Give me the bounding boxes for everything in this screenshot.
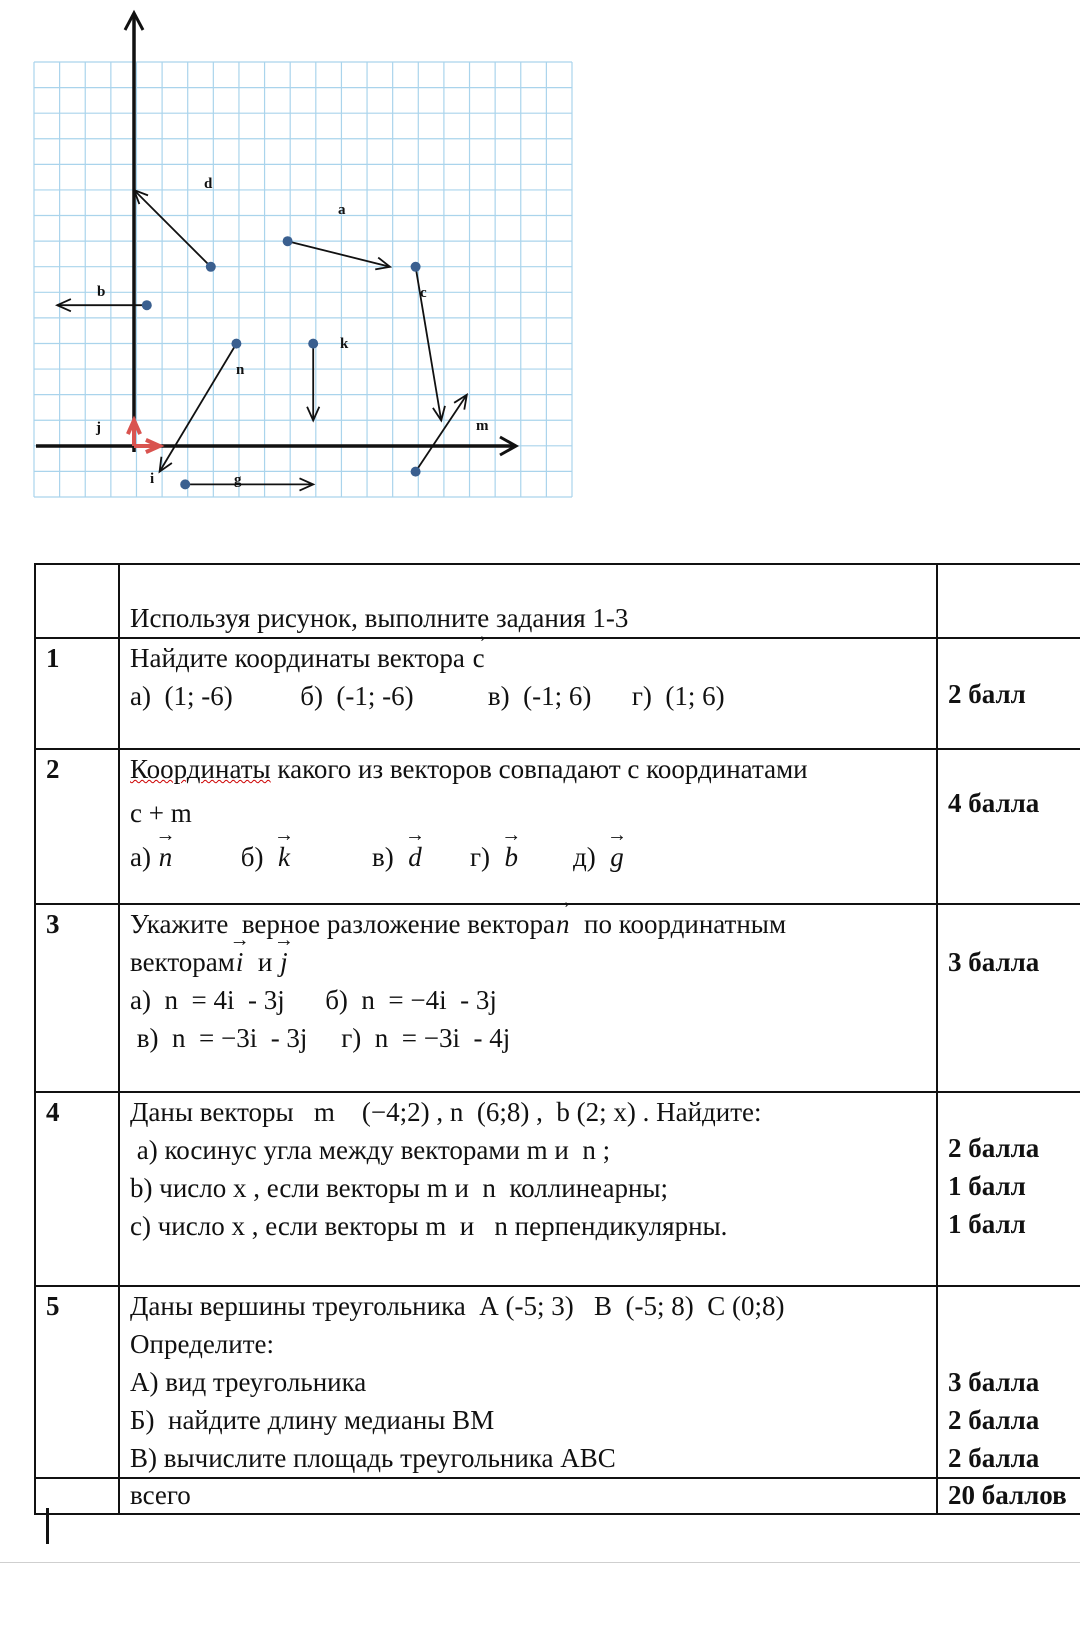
task-2-title-underlined: Координаты: [130, 754, 271, 784]
option-vector: → b: [504, 838, 520, 876]
vector-start-point: [142, 300, 152, 310]
points-value: 3 балла: [948, 1367, 1040, 1397]
vector-shaft: [160, 344, 237, 472]
task-number: 2: [35, 749, 119, 904]
task-number: 3: [35, 904, 119, 1092]
vector-start-point: [206, 262, 216, 272]
vector-label-k: k: [340, 336, 349, 352]
task-number: 5: [35, 1286, 119, 1478]
vector-label-a: a: [338, 202, 346, 218]
vector-start-point: [231, 339, 241, 349]
task-4-points-cell: [937, 1092, 1080, 1286]
vector-arrowhead: [160, 457, 172, 472]
task-5-line4: Б) найдите длину медианы ВМ: [130, 1405, 495, 1435]
task-5-line2: Определите:: [130, 1329, 275, 1359]
task-5-line1: Даны вершины треугольника А (-5; 3) В (-5; 8) С (0;8): [130, 1291, 785, 1321]
points-value: 2 балла: [948, 1133, 1040, 1163]
task-5-cell: [119, 1286, 937, 1478]
vector-j: [128, 420, 140, 446]
vector-j: → j: [279, 943, 289, 981]
option-label: б): [240, 842, 264, 872]
conjunction: и: [244, 947, 280, 977]
vector-start-point: [283, 236, 293, 246]
vector-label-m: m: [476, 418, 489, 434]
task-4-cell: [119, 1092, 937, 1286]
task-3-options-a: а) n = 4i - 3j б) n = −4i - 3j: [130, 985, 497, 1015]
vector-label-g: g: [234, 472, 242, 488]
table-row: [35, 1478, 1080, 1514]
vector-label-n: n: [236, 362, 245, 378]
vector-i: → i: [235, 943, 245, 981]
vector-c: → c: [472, 639, 486, 677]
basis-label-j: j: [96, 420, 101, 436]
task-3-points: 3 балла: [937, 904, 1080, 1092]
option-vector: → k: [277, 838, 291, 876]
total-points: 20 баллов: [937, 1478, 1080, 1514]
row-num-cell: [35, 564, 119, 638]
option-vector: → d: [407, 838, 423, 876]
task-2-expression: c + m: [130, 798, 192, 828]
vector-i: [134, 440, 160, 452]
tasks-table: [34, 563, 1080, 1515]
table-row: [35, 638, 1080, 749]
table-row: [35, 1092, 1080, 1286]
task-number: 4: [35, 1092, 119, 1286]
vector-label-c: c: [420, 285, 427, 301]
task-4-sub-c: c) число x , если векторы m и n перпендикулярны.: [130, 1211, 728, 1241]
task-2-points: 4 балла: [937, 749, 1080, 904]
option-label: а): [130, 842, 151, 872]
option-vector: → n: [158, 838, 174, 876]
points-cell: [937, 564, 1080, 638]
vector-shaft: [416, 395, 467, 472]
total-label: всего: [119, 1478, 937, 1514]
task-5-points-cell: [937, 1286, 1080, 1478]
vector-n: → n: [555, 905, 571, 943]
points-value: 1 балл: [948, 1171, 1026, 1201]
task-number: 1: [35, 638, 119, 749]
vector-start-point: [411, 262, 421, 272]
vector-label-d: d: [204, 176, 213, 192]
vector-d: [134, 190, 216, 272]
task-3-options-b: в) n = −3i - 3j г) n = −3i - 4j: [130, 1023, 511, 1053]
intro-text: Используя рисунок, выполните задания 1-3: [130, 603, 629, 633]
table-row: [35, 904, 1080, 1092]
text-cursor: [46, 1508, 49, 1544]
task-4-line1: Даны векторы m (−4;2) , n (6;8) , b (2; x) . Найдите:: [130, 1097, 762, 1127]
option-label: в): [371, 842, 394, 872]
task-2-cell: [119, 749, 937, 904]
table-row: [35, 749, 1080, 904]
vector-start-point: [180, 479, 190, 489]
vector-figure: [0, 0, 580, 500]
page-divider: [0, 1562, 1080, 1563]
vectors: [57, 176, 489, 491]
vector-c: [411, 262, 445, 421]
task-3-line1: Укажите верное разложение вектора: [130, 909, 556, 939]
task-5-line5: В) вычислите площадь треугольника АВС: [130, 1443, 616, 1473]
table-row: [35, 1286, 1080, 1478]
points-value: 1 балл: [948, 1209, 1026, 1239]
task-4-sub-a: а) косинус угла между векторами m и n ;: [130, 1135, 611, 1165]
vector-g: [180, 478, 313, 490]
option-vector: → g: [609, 838, 625, 876]
basis-label-i: i: [150, 471, 155, 487]
points-value: 2 балла: [948, 1405, 1040, 1435]
intro-cell: [119, 564, 937, 638]
task-3-line1-end: по координатным: [570, 909, 787, 939]
task-1-title: Найдите координаты вектора: [130, 643, 465, 673]
task-5-line3: А) вид треугольника: [130, 1367, 367, 1397]
option-label: д): [573, 842, 596, 872]
option-label: г): [469, 842, 491, 872]
vector-shaft: [288, 241, 390, 267]
grid: [34, 62, 572, 497]
task-1-points: 2 балл: [937, 638, 1080, 749]
task-2-options: [130, 838, 926, 876]
task-3-line2: векторам: [130, 947, 235, 977]
vector-k: [307, 339, 319, 421]
vector-b: [57, 299, 152, 311]
points-value: 2 балла: [948, 1443, 1040, 1473]
vector-start-point: [411, 467, 421, 477]
vector-start-point: [308, 339, 318, 349]
vector-arrowhead: [454, 395, 467, 410]
vector-label-b: b: [97, 284, 106, 300]
task-2-title: какого из векторов совпадают с координатами: [270, 754, 808, 784]
table-row: [35, 564, 1080, 638]
task-1-options: а) (1; -6) б) (-1; -6) в) (-1; 6) г) (1; 6): [130, 681, 725, 711]
task-3-cell: [119, 904, 937, 1092]
vector-n: [160, 339, 242, 472]
task-4-sub-b: b) число x , если векторы m и n коллинеарны;: [130, 1173, 669, 1203]
vector-shaft: [134, 190, 211, 267]
task-1-cell: [119, 638, 937, 749]
